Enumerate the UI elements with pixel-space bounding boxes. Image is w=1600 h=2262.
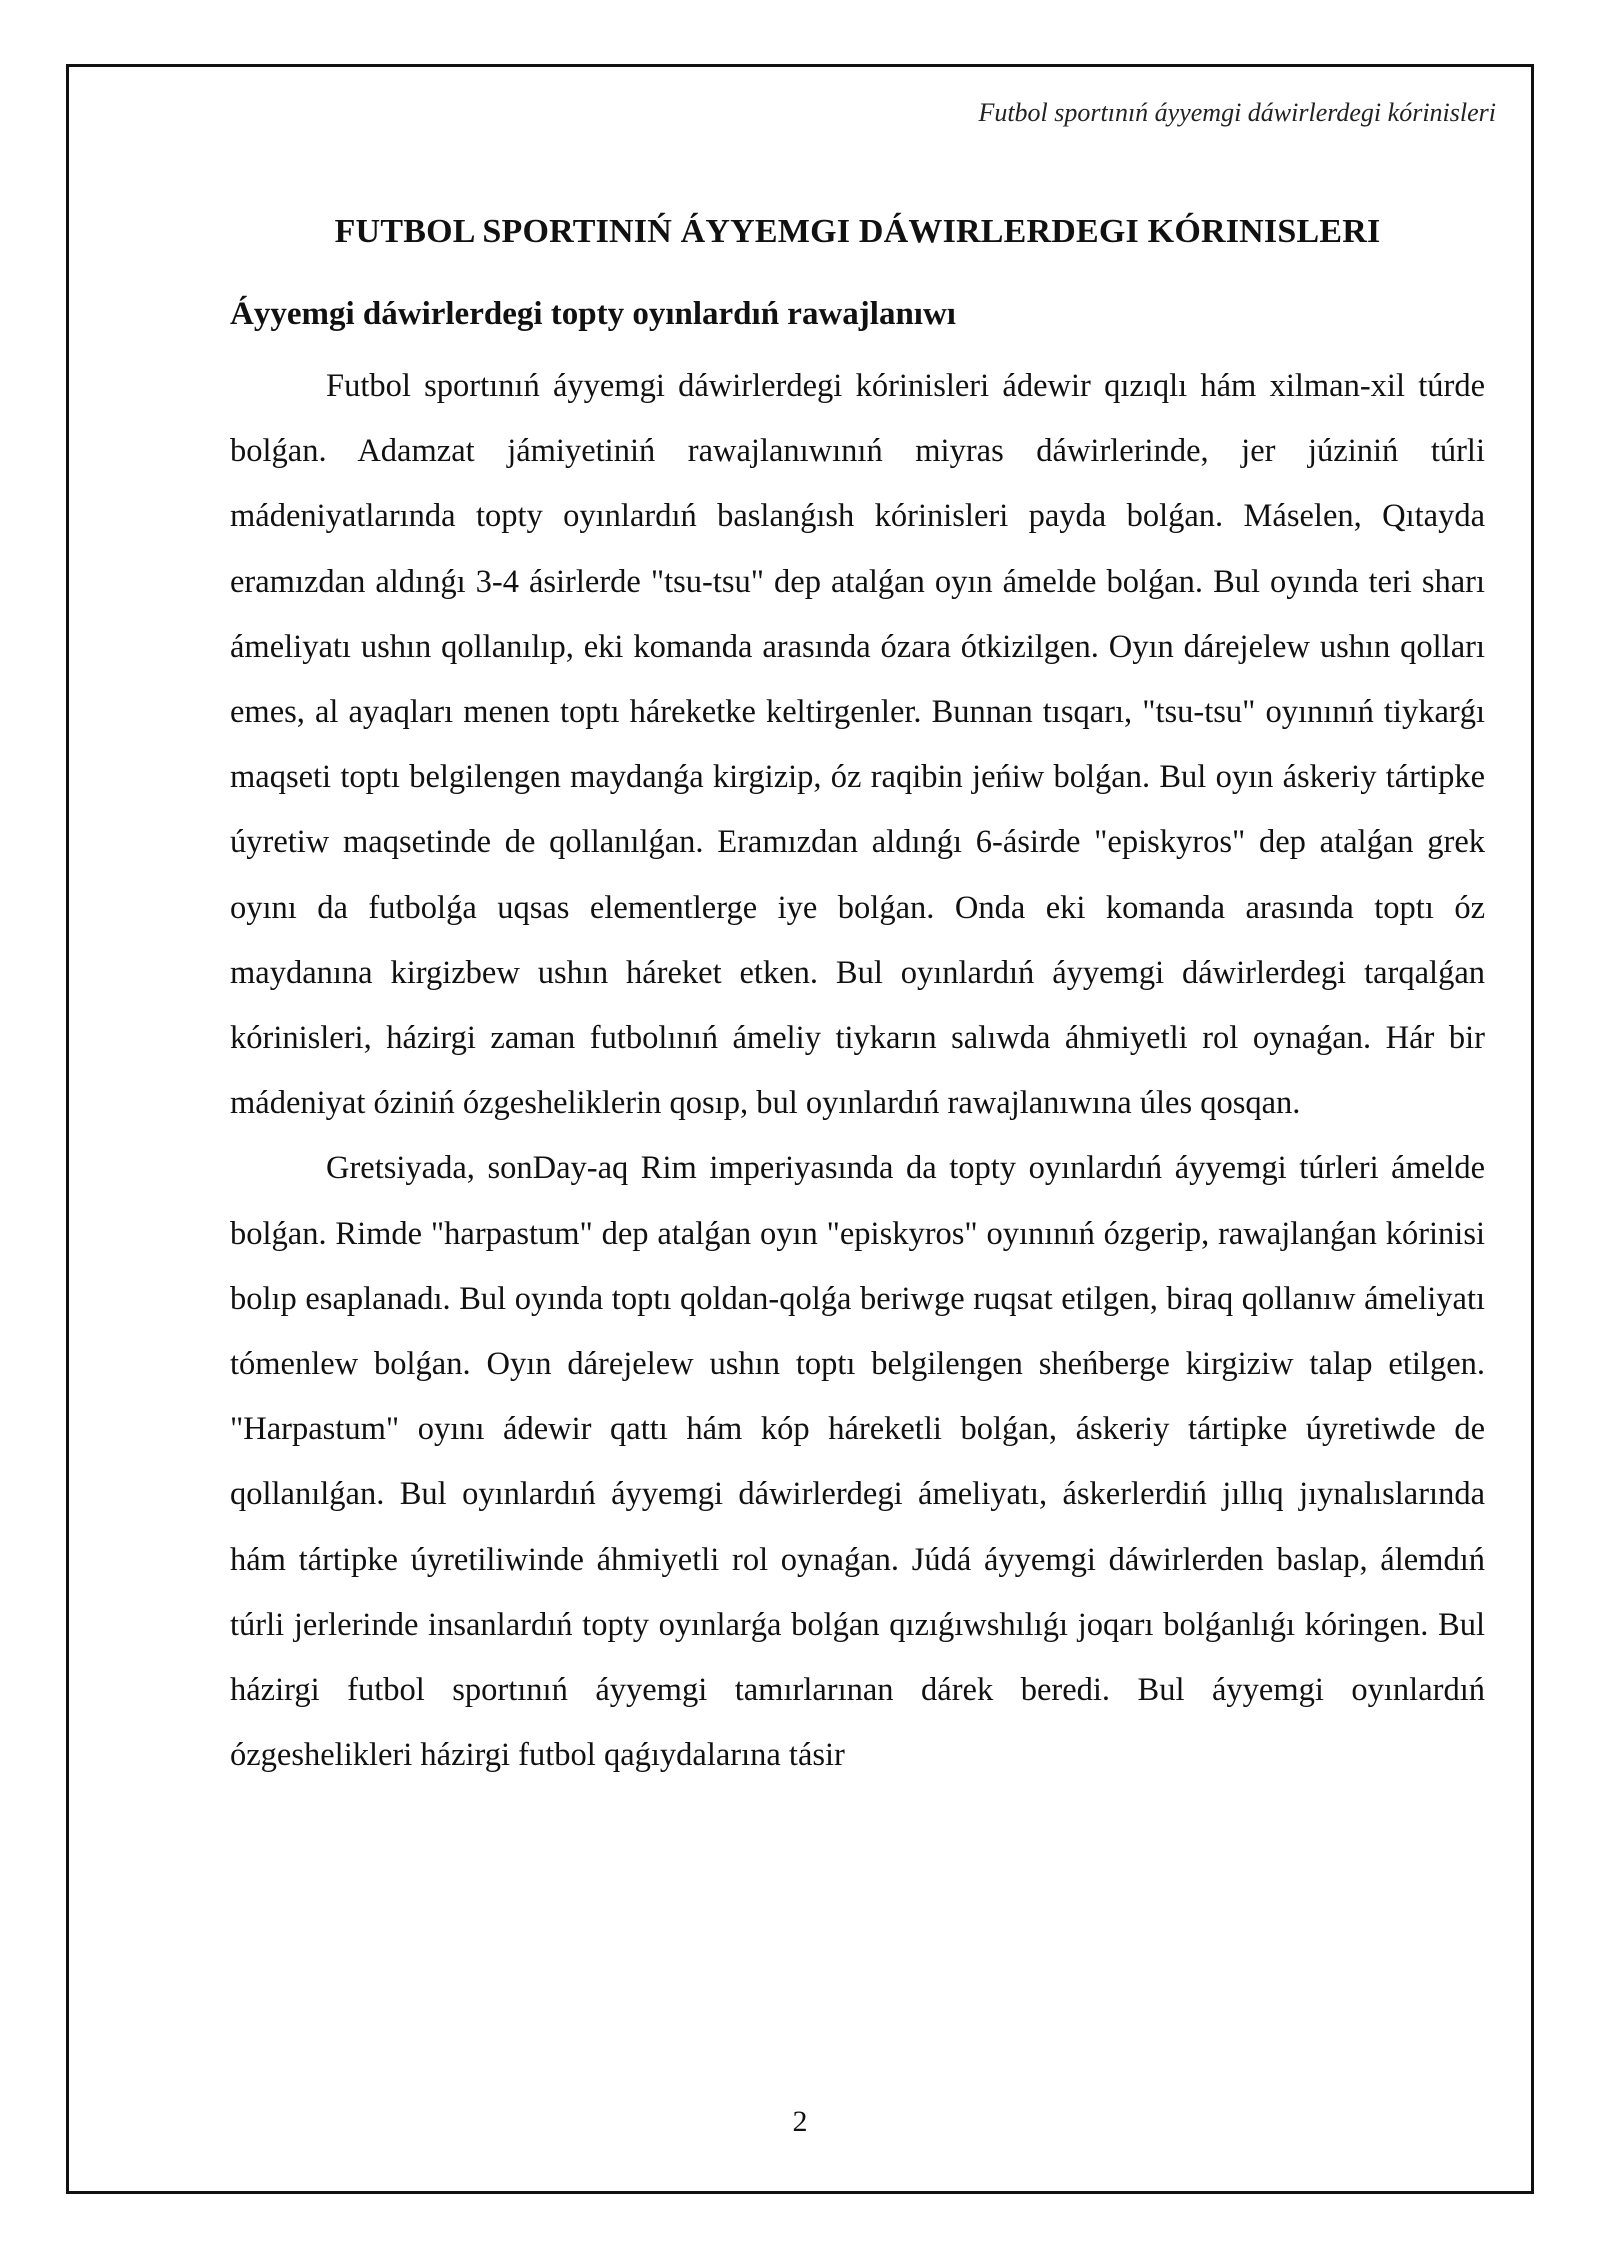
section-heading: Áyyemgi dáwirlerdegi topty oyınlardıń rawajlanıwı (230, 296, 956, 332)
paragraph-1: Futbol sportınıń áyyemgi dáwirlerdegi kórinisleri ádewir qızıqlı hám xilman-xil túrde bolǵan. Adamzat jámiyetiniń rawajlanıwınıń miyras dáwirlerinde, jer júziniń túrli mádeniyatlarında topty oyınlardıń baslanǵısh kórinisleri payda bolǵan. Máselen, Qıtayda eramızdan aldınǵı 3-4 ásirlerde "tsu-tsu" dep atalǵan oyın ámelde bolǵan. Bul oyında teri sharı ámeliyatı ushın qollanılıp, eki komanda arasında ózara ótkizilgen. Oyın dárejelew ushın qolları emes, al ayaqları menen toptı háreketke keltirgenler. Bunnan tısqarı, "tsu-tsu" oyınınıń tiykarǵı maqseti toptı belgilengen maydanǵa kirgizip, óz raqibin jeńiw bolǵan. Bul oyın áskeriy tártipke úyretiw maqsetinde de qollanılǵan. Eramızdan aldınǵı 6-ásirde "episkyros" dep atalǵan grek oyını da futbolǵa uqsas elementlerge iye bolǵan. Onda eki komanda arasında toptı óz maydanına kirgizbew ushın háreket etken. Bul oyınlardıń áyyemgi dáwirlerdegi tarqalǵan kórinisleri, házirgi zaman futbolınıń ámeliy tiykarın salıwda áhmiyetli rol oynaǵan. Hár bir mádeniyat óziniń ózgesheliklerin qosıp, bul oyınlardıń rawajlanıwına úles qosqan. (230, 368, 1485, 1122)
document-title: FUTBOL SPORTINIŃ ÁYYEMGI DÁWIRLERDEGI KÓRINISLERI (334, 213, 1381, 250)
running-header: Futbol sportınıń áyyemgi dáwirlerdegi kórinisleri (978, 98, 1496, 127)
paragraph-2: Gretsiyada, sonDay-aq Rim imperiyasında da topty oyınlardıń áyyemgi túrleri ámelde bolǵan. Rimde "harpastum" dep atalǵan oyın "episkyros" oyınınıń ózgerip, rawajlanǵan kórinisi bolıp esaplanadı. Bul oyında toptı qoldan-qolǵa beriwge ruqsat etilgen, biraq qollanıw ámeliyatı tómenlew bolǵan. Oyın dárejelew ushın toptı belgilengen sheńberge kirgiziw talap etilgen. "Harpastum" oyını ádewir qattı hám kóp háreketli bolǵan, áskeriy tártipke úyretiwde de qollanılǵan. Bul oyınlardıń áyyemgi dáwirlerdegi ámeliyatı, áskerlerdiń jıllıq jıynalıslarında hám tártipke úyretiliwinde áhmiyetli rol oynaǵan. Júdá áyyemgi dáwirlerden baslap, álemdıń túrli jerlerinde insanlardıń topty oyınlarǵa bolǵan qızıǵıwshılıǵı joqarı bolǵanlıǵı kóringen. Bul házirgi futbol sportınıń áyyemgi tamırlarınan dárek beredi. Bul áyyemgi oyınlardıń ózgeshelikleri házirgi futbol qaǵıydalarına tásir (230, 1150, 1485, 1774)
document-body (230, 210, 1485, 1788)
page-number: 2 (792, 2105, 808, 2138)
